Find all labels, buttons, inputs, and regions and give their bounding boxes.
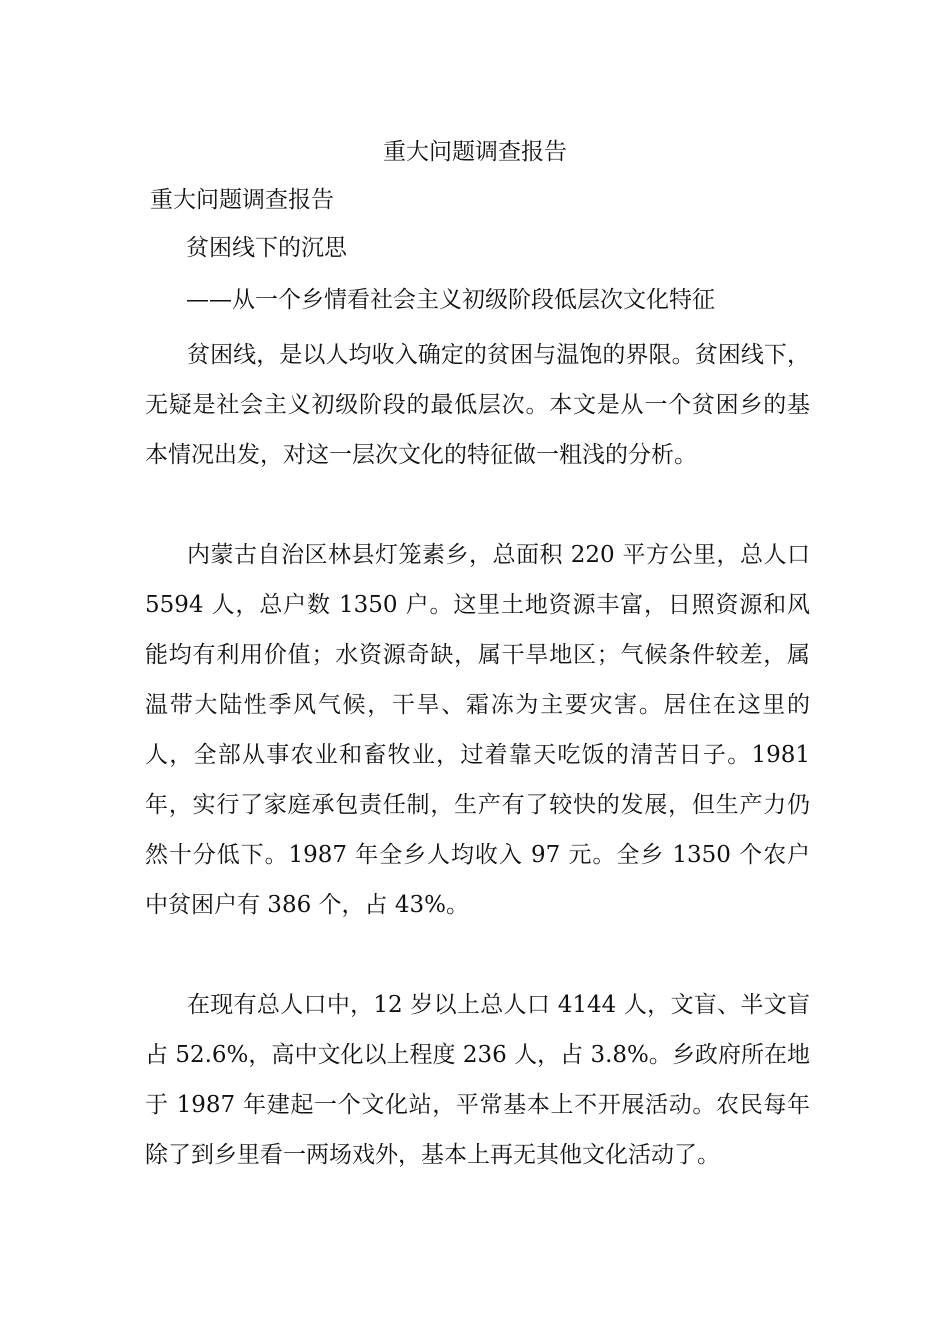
article-tagline: ——从一个乡情看社会主义初级阶段低层次文化特征 <box>186 287 715 313</box>
paragraph-intro: 贫困线，是以人均收入确定的贫困与温饱的界限。贫困线下，无疑是社会主义初级阶段的最低层次。本文是从一个贫困乡的基本情况出发，对这一层次文化的特征做一粗浅的分析。 <box>145 342 810 468</box>
article-heading: 贫困线下的沉思 <box>186 235 347 261</box>
paragraph-education: 在现有总人口中，12 岁以上总人口 4144 人，文盲、半文盲占 52.6%，高中文化以上程度 236 人，占 3.8%。乡政府所在地于 1987 年建起一个文化站，平常基本上不开展活动。农民每年除了到乡里看一两场戏外，基本上再无其他文化活动了。 <box>145 992 810 1168</box>
report-subtitle: 重大问题调查报告 <box>150 187 334 213</box>
paragraph-background: 内蒙古自治区林县灯笼素乡，总面积 220 平方公里，总人口 5594 人，总户数 1350 户。这里土地资源丰富，日照资源和风能均有利用价值；水资源奇缺，属干旱地区；气候条件较差，属温带大陆性季风气候，干旱、霜冻为主要灾害。居住在这里的人，全部从事农业和畜牧业，过着靠天吃饭的清苦日子。1981 年，实行了家庭承包责任制，生产有了较快的发展，但生产力仍然十分低下。1987 年全乡人均收入 97 元。全乡 1350 个农户中贫困户有 386 个，占 43%。 <box>145 542 810 918</box>
document-title: 重大问题调查报告 <box>383 139 567 165</box>
